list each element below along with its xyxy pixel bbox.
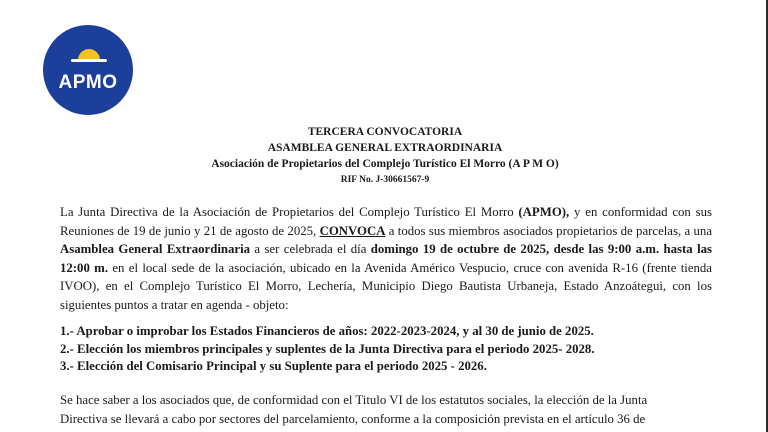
agenda-item: 1.- Aprobar o improbar los Estados Financieros de años: 2022-2023-2024, y al 30 de junio de 2025.	[60, 324, 594, 338]
header-rif: RIF No. J-30661567-9	[340, 175, 430, 185]
wave-icon	[71, 59, 107, 62]
header-subtitle: ASAMBLEA GENERAL EXTRAORDINARIA	[267, 142, 503, 154]
logo-text: APMO	[58, 72, 118, 93]
header-association: Asociación de Propietarios del Complejo Turístico El Morro (A P M O)	[211, 158, 559, 170]
closing-paragraph: Se hace saber a los asociados que, de conformidad con el Titulo VI de los estatutos sociales, la elección de la Junta Directiva se llevará a cabo por sectores del parcelamiento, conforme a la composición prevista en el artículo 36 de	[60, 393, 648, 426]
apmo-logo	[43, 25, 133, 115]
intro-paragraph: La Junta Directiva de la Asociación de Propietarios del Complejo Turístico El Morro (APMO), y en conformidad con sus Reuniones de 19 de junio y 21 de agosto de 2025, CONVOCA a todos sus miembros asociados propietarios de parcelas, a una Asamblea General Extraordinaria a ser celebrada el día domingo 19 de octubre de 2025, desde las 9:00 a.m. hasta las 12:00 m. en el local sede de la asociación, ubicado en la Avenida Américo Vespucio, cruce con avenida R-16 (frente tienda IVOO), en el Complejo Turístico El Morro, Lechería, Municipio Diego Bautista Urbaneja, Estado Anzoátegui, con los siguientes puntos a tratar en agenda - objeto:	[60, 205, 713, 312]
agenda-list	[60, 323, 720, 376]
header-title: TERCERA CONVOCATORIA	[307, 126, 463, 138]
agenda-item: 3.- Elección del Comisario Principal y su Suplente para el periodo 2025 - 2026.	[60, 359, 487, 373]
agenda-item: 2.- Elección los miembros principales y suplentes de la Junta Directiva para el periodo 2025- 2028.	[60, 341, 595, 356]
meeting-datetime: domingo 19 de octubre de 2025, desde las 9:00 a.m. hasta las 12:00 m.	[60, 242, 713, 275]
document-header	[60, 124, 710, 188]
convoca-word: CONVOCA	[319, 223, 386, 238]
